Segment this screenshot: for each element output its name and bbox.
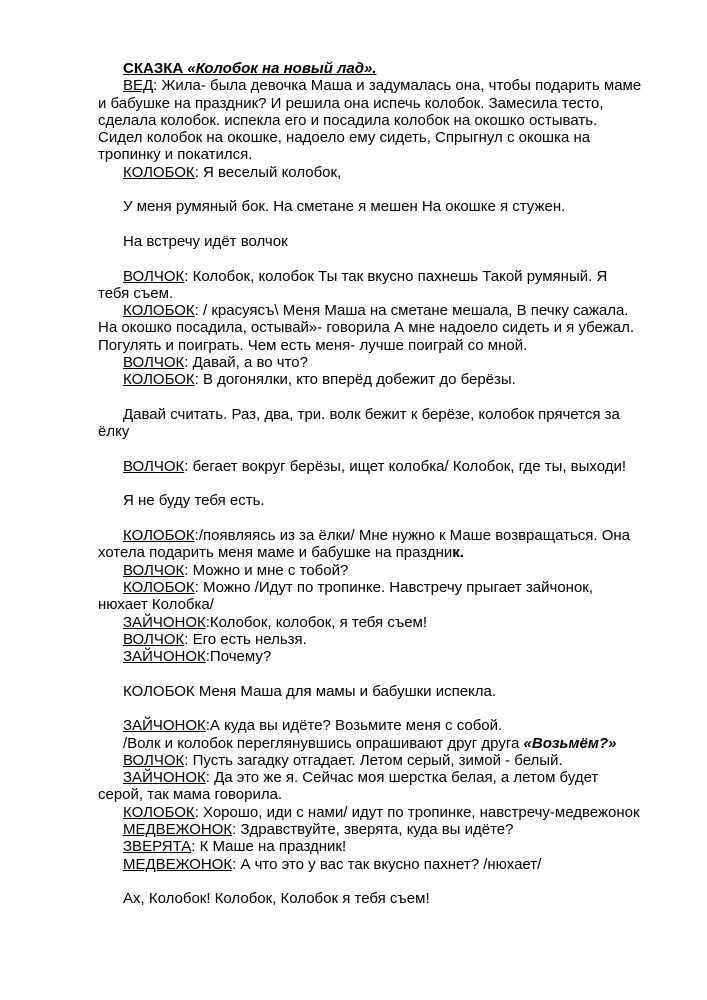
text-run: : К Маше на праздник! [191,838,347,856]
document-line [98,60,689,77]
document-line [98,198,689,215]
text-run: хотела подарить меня маме и бабушке на праздни [98,544,453,562]
document-line [98,492,689,509]
speaker-name: ВОЛЧОК [123,457,185,475]
text-run: к. [452,544,464,562]
text-run: и бабушке на праздник? И решила она испечь колобок. Замесила тесто, [98,94,604,112]
text-run: Давай считать. Раз, два, три. волк бежит к берёзе, колобок прячется за [123,405,620,423]
text-run: серой, так мама говорила. [98,786,283,804]
text-run: : Хорошо, иди с нами/ идут по тропинке, навстречу-медвежонок [194,803,640,821]
text-run: :Почему? [205,648,272,666]
text-run: : А что это у вас так вкусно пахнет? /нюхает/ [232,855,542,873]
blank-line [98,665,689,682]
text-run: У меня румяный бок. На сметане я мешен На окошке я стужен. [123,198,566,216]
blank-line [98,389,689,406]
speaker-name: ЗВЕРЯТА [123,838,192,856]
document-line [98,129,689,146]
speaker-name: КОЛОБОК [123,163,195,181]
document-line [98,856,689,873]
document-line [98,562,689,579]
document-line [98,337,689,354]
text-run: КОЛОБОК Меня Маша для мамы и бабушки испекла. [123,682,497,700]
speaker-name: КОЛОБОК [123,302,195,320]
text-run: На окошко посадила, остывай»- говорила А мне надоело сидеть и я убежал. [98,319,635,337]
text-run: Я не буду тебя есть. [123,492,265,510]
text-run: сделала колобок. испекла его и посадила колобок на окошко остывать. [98,111,598,129]
document-line [98,579,689,596]
speaker-name: ЗАЙЧОНОК [123,717,206,735]
document-line [98,458,689,475]
document-line [98,544,689,561]
document-line [98,769,689,786]
text-run: нюхает Колобка/ [98,596,214,614]
speaker-name: ЗАЙЧОНОК [123,769,206,787]
speaker-name: ЗАЙЧОНОК [123,613,206,631]
document-line [98,285,689,302]
text-run: : Я веселый колобок, [194,163,342,181]
speaker-name: ВОЛЧОК [123,630,185,648]
text-run: :А куда вы идёте? Возьмите меня с собой. [205,717,503,735]
story-genre-label: СКАЗКА [123,60,188,77]
speaker-name: ВЕД [123,77,154,95]
document-line [98,164,689,181]
blank-line [98,475,689,492]
text-run: : Колобок, колобок Ты так вкусно пахнешь Такой румяный. Я [184,267,608,285]
text-run: : Можно и мне с тобой? [184,561,349,579]
document-line [98,354,689,371]
document-line [98,112,689,129]
text-run: : Можно /Идут по тропинке. Навстречу прыгает зайчонок, [194,578,594,596]
document-line [98,786,689,803]
text-run: тропинку и покатился. [98,146,253,164]
text-run: : Жила- была девочка Маша и задумалась она, чтобы подарить маме [153,77,642,95]
text-run: Погулять и поиграть. Чем есть меня- лучше поиграй со мной. [98,336,528,354]
document-line [98,596,689,613]
speaker-name: КОЛОБОК [123,803,195,821]
speaker-name: ВОЛЧОК [123,267,185,285]
text-run: :Колобок, колобок, я тебя съем! [205,613,428,631]
text-run: тебя съем. [98,284,174,302]
text-run: «Возьмём?» [523,734,617,752]
text-run: На встречу идёт волчок [123,232,288,250]
text-run: : бегает вокруг берёзы, ищет колобка/ Колобок, где ты, выходи! [184,457,627,475]
speaker-name: МЕДВЕЖОНОК [123,821,233,839]
speaker-name: ВОЛЧОК [123,354,185,372]
document-line [98,319,689,336]
document-line [98,423,689,440]
speaker-name: ВОЛЧОК [123,751,185,769]
document-line [98,146,689,163]
text-run: Ах, Колобок! Колобок, Колобок я тебя съем! [123,890,430,908]
document-line [98,735,689,752]
speaker-name: МЕДВЕЖОНОК [123,855,233,873]
text-run: : Давай, а во что? [184,354,308,372]
blank-line [98,510,689,527]
text-run: ёлку [98,423,130,441]
document-line [98,302,689,319]
text-run: : Да это же я. Сейчас моя шерстка белая, а летом будет [205,769,599,787]
document-line [98,648,689,665]
document-line [98,527,689,544]
document-line [98,890,689,907]
text-run: /Волк и колобок переглянувшись опрашивают друг друга [123,734,524,752]
speaker-name: КОЛОБОК [123,527,195,545]
speaker-name: КОЛОБОК [123,578,195,596]
blank-line [98,216,689,233]
document-line [98,233,689,250]
speaker-name: ВОЛЧОК [123,561,185,579]
document-line [98,371,689,388]
document-line [98,683,689,700]
text-run: : В догонялки, кто вперёд добежит до берёзы. [194,371,516,389]
document-line [98,752,689,769]
text-run: : Его есть нельзя. [184,630,307,648]
document-line [98,717,689,734]
document-line [98,838,689,855]
document-line [98,77,689,94]
text-run: : Пусть загадку отгадает. Летом серый, зимой - белый. [184,751,563,769]
blank-line [98,181,689,198]
document-line [98,614,689,631]
text-run: : / красуясъ\ Меня Маша на сметане мешала, В печку сажала. [194,302,629,320]
text-run: :/появляясь из за ёлки/ Мне нужно к Маше возвращаться. Она [194,527,631,545]
document-line [98,268,689,285]
speaker-name: ЗАЙЧОНОК [123,648,206,666]
blank-line [98,700,689,717]
document-line [98,631,689,648]
blank-line [98,250,689,267]
blank-line [98,873,689,890]
blank-line [98,441,689,458]
story-title: «Колобок на новый лад». [187,60,377,77]
document-line [98,95,689,112]
document-line [98,406,689,423]
text-run: Сидел колобок на окошке, надоело ему сидеть, Спрыгнул с окошка на [98,129,591,147]
speaker-name: КОЛОБОК [123,371,195,389]
document-line [98,821,689,838]
document-line [98,804,689,821]
text-run: : Здравствуйте, зверята, куда вы идёте? [232,821,514,839]
